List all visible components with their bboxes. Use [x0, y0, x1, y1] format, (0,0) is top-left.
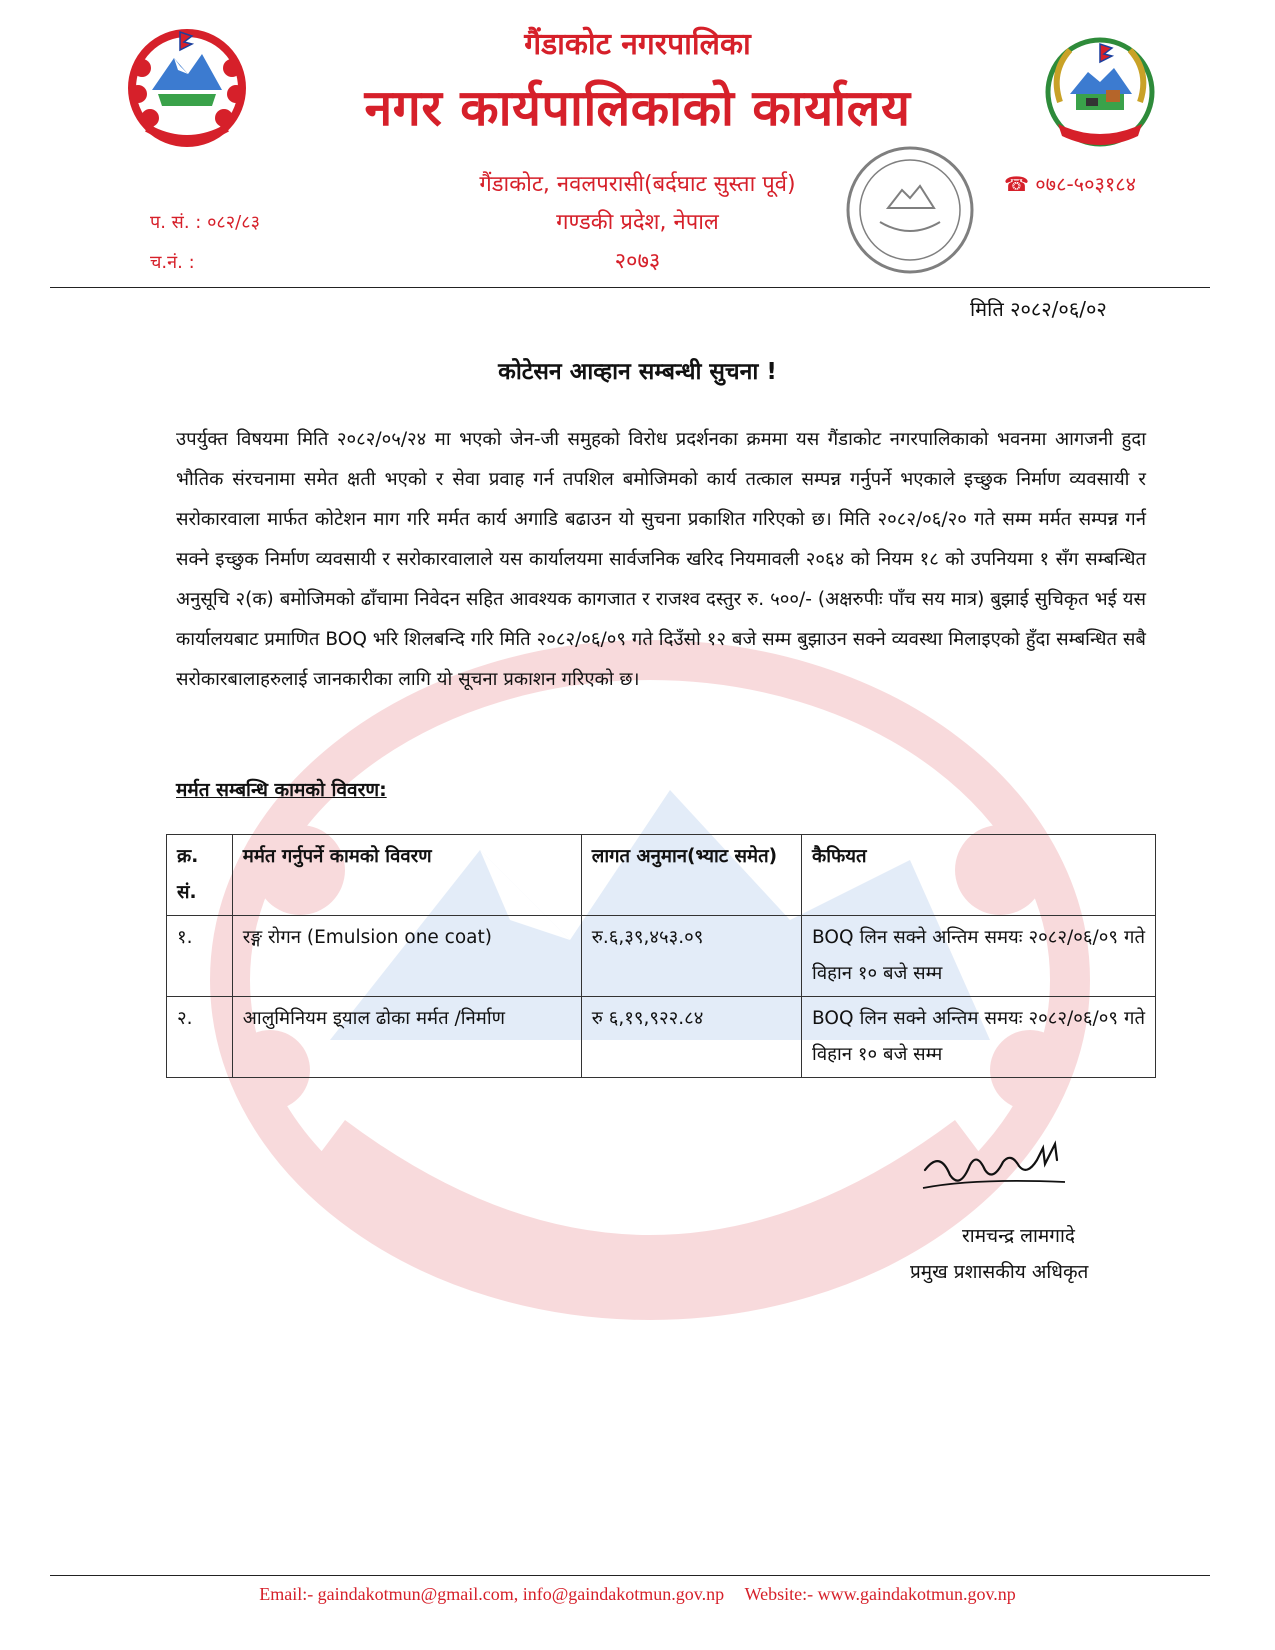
header-serial: क्र. सं. — [167, 835, 233, 916]
row-remarks: BOQ लिन सक्ने अन्तिम समयः २०८२/०६/०९ गते विहान १० बजे सम्म — [802, 916, 1156, 997]
header-description: मर्मत गर्नुपर्ने कामको विवरण — [232, 835, 581, 916]
works-table — [166, 834, 1156, 1078]
row-description: आलुमिनियम इ्याल ढोका मर्मत /निर्माण — [232, 997, 581, 1078]
footer-email: Email:- gaindakotmun@gmail.com, info@gaindakotmun.gov.np — [259, 1584, 725, 1604]
footer-contact — [0, 1584, 1275, 1605]
table-header-row — [167, 835, 1156, 916]
municipality-name: गैंडाकोट नगरपालिका — [524, 27, 751, 62]
row-serial: १. — [167, 916, 233, 997]
header-cost-estimate: लागत अनुमान(भ्याट समेत) — [581, 835, 801, 916]
row-cost: रु ६,१९,९२२.८४ — [581, 997, 801, 1078]
footer-website: Website:- www.gaindakotmun.gov.np — [744, 1584, 1016, 1604]
footer-divider — [50, 1575, 1210, 1576]
address-line-1: गैंडाकोट, नवलपरासी(बर्दघाट सुस्ता पूर्व) — [479, 172, 796, 197]
notice-title: कोटेसन आव्हान सम्बन्धी सुचना ! — [498, 359, 777, 385]
signature-mark — [915, 1130, 1085, 1200]
row-description: रङ्ग रोगन (Emulsion one coat) — [232, 916, 581, 997]
row-serial: २. — [167, 997, 233, 1078]
phone-number: ☎ ०७८-५०३१८४ — [1004, 172, 1137, 196]
document-date: मिति २०८२/०६/०२ — [970, 297, 1107, 321]
signer-name: रामचन्द्र लामगादे — [962, 1225, 1075, 1247]
row-cost: रु.६,३९,४५३.०९ — [581, 916, 801, 997]
office-title: नगर कार्यपालिकाको कार्यालय — [364, 79, 911, 137]
header-divider — [50, 287, 1210, 288]
reference-number: प. सं. : ०८२/८३ — [150, 212, 260, 233]
signer-designation: प्रमुख प्रशासकीय अधिकृत — [910, 1261, 1089, 1283]
row-remarks: BOQ लिन सक्ने अन्तिम समयः २०८२/०६/०९ गते विहान १० बजे सम्म — [802, 997, 1156, 1078]
table-row — [167, 916, 1156, 997]
notice-body: उपर्युक्त विषयमा मिति २०८२/०५/२४ मा भएको जेन-जी समुहको विरोध प्रदर्शनका क्रममा यस गैंडाकोट नगरपालिकाको भवनमा आगजनी हुदा भौतिक संरचनामा समेत क्षती भएको र सेवा प्रवाह गर्न तपशिल बमोजिमको कार्य तत्काल सम्पन्न गर्नुपर्ने भएकाले इच्छुक निर्माण व्यवसायी र सरोकारवाला मार्फत कोटेशन माग गरि मर्मत कार्य अगाडि बढाउन यो सुचना प्रकाशित गरिएको छ। मिति २०८२/०६/२० गते सम्म मर्मत सम्पन्न गर्न सक्ने इच्छुक निर्माण व्यवसायी र सरोकारवालाले यस कार्यालयमा सार्वजनिक खरिद नियमावली २०६४ को नियम १८ को उपनियमा १ सँग सम्बन्धित अनुसूचि २(क) बमोजिमको ढाँचामा निवेदन सहित आवश्यक कागजात र राजश्व दस्तुर रु. ५००/- (अक्षरुपीः पाँच सय मात्र) बुझाई सुचिकृत भई यस कार्यालयबाट प्रमाणित BOQ भरि शिलबन्दि गरि मिति २०८२/०६/०९ गते दिउँसो १२ बजे सम्म बुझाउन सक्ने व्यवस्था मिलाइएको हुँदा सम्बन्धित सबै सरोकारबालाहरुलाई जानकारीका लागि यो सूचना प्रकाशन गरिएको छ। — [176, 429, 1146, 690]
dispatch-number: च.नं. : — [150, 252, 195, 273]
works-section-title: मर्मत सम्बन्धि कामको विवरण: — [176, 779, 387, 801]
header-remarks: कैफियत — [802, 835, 1156, 916]
address-line-2: गण्डकी प्रदेश, नेपाल — [556, 210, 719, 235]
established-year: २०७३ — [614, 249, 661, 274]
table-row — [167, 997, 1156, 1078]
